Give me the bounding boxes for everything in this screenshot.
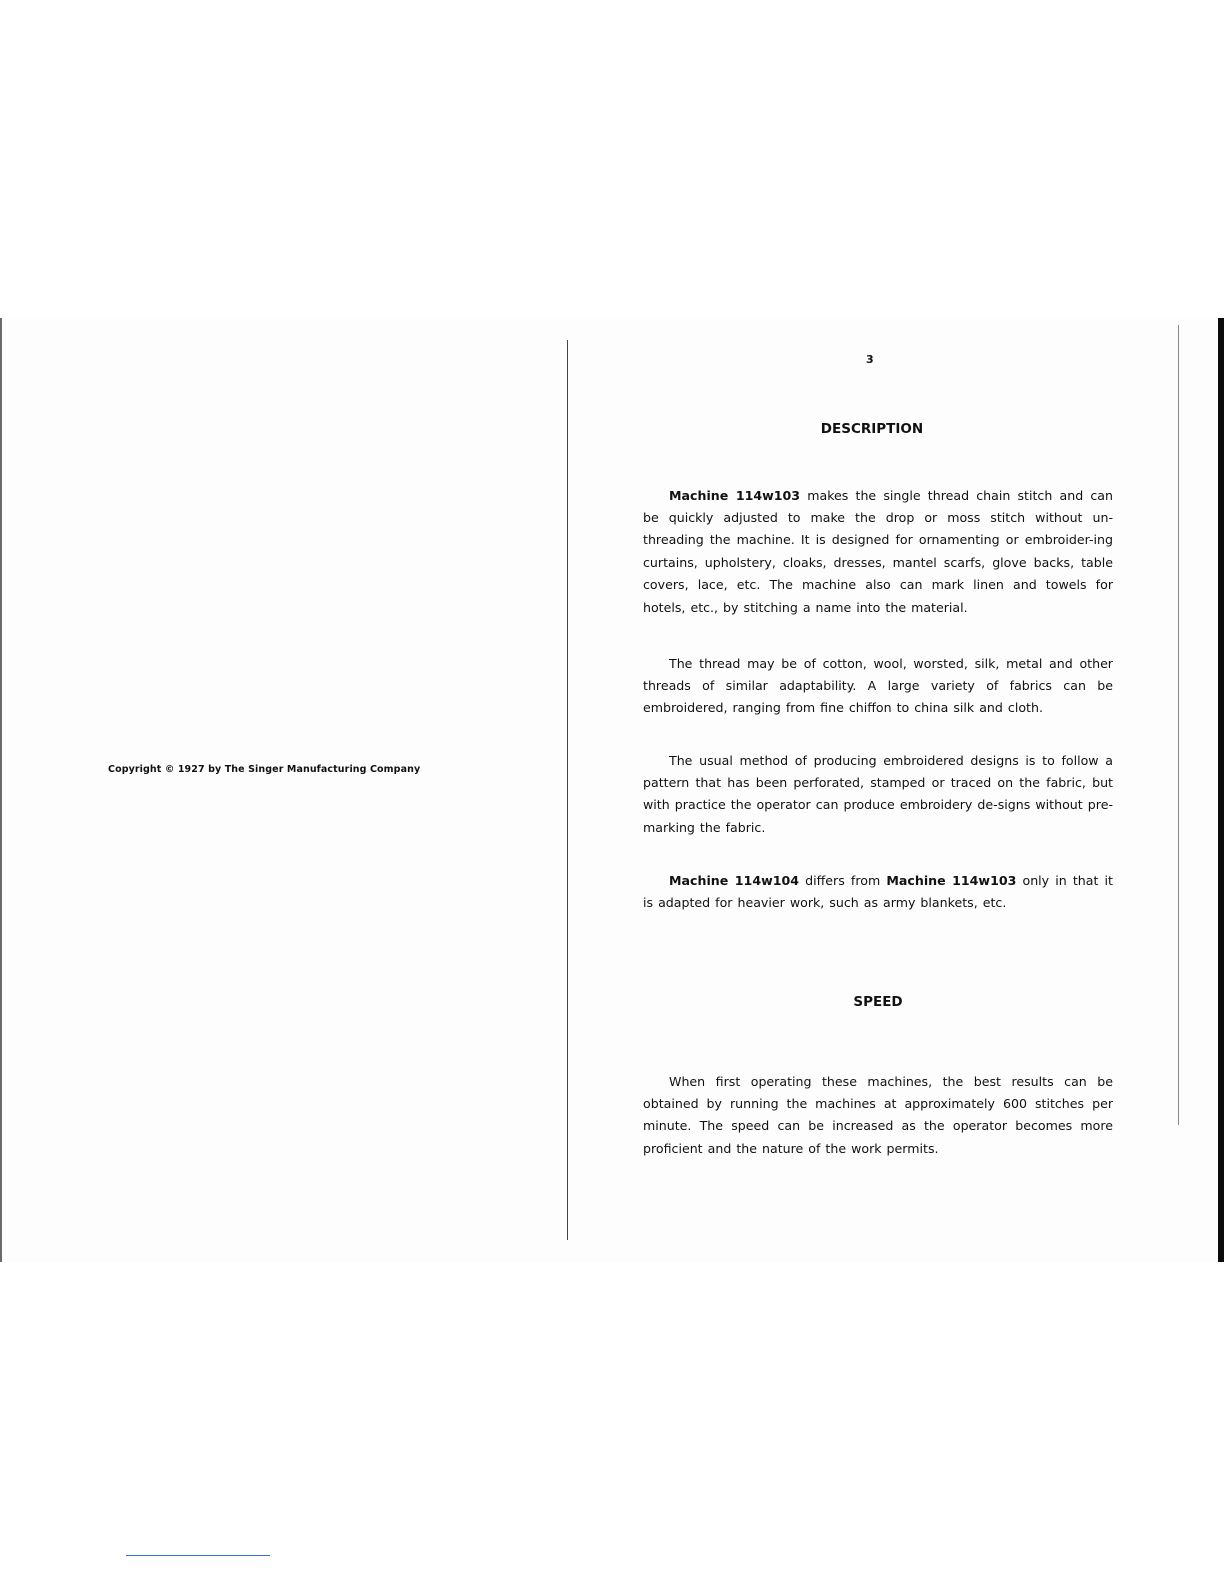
model-name: Machine 114w103 (886, 872, 1017, 888)
footer-rule (126, 1555, 270, 1556)
description-heading: DESCRIPTION (820, 421, 924, 437)
paragraph-machine-114w103 (643, 485, 1113, 619)
model-name: Machine 114w103 (669, 487, 801, 503)
copyright-notice: Copyright © 1927 by The Singer Manufacturing Company (108, 764, 421, 775)
page-edge-right (1218, 318, 1224, 1262)
paragraph-speed: When first operating these machines, the best results can be obtained by running the machines at approximately 600 stitches per minute. The speed can be increased as the operator becomes more proficient and the nature of the work permits. (643, 1073, 1113, 1156)
speed-heading: SPEED (853, 994, 903, 1010)
paragraph-thread: The thread may be of cotton, wool, worsted, silk, metal and other threads of similar adaptability. A large variety of fabrics can be embroidered, ranging from fine chiffon to china silk and cloth. (643, 655, 1113, 716)
paragraph-method: The usual method of producing embroidered designs is to follow a pattern that has been perforated, stamped or traced on the fabric, but with practice the operator can produce embroidery de-signs without pre-marking the fabric. (643, 752, 1113, 835)
scan-artifact-rule (1178, 325, 1179, 1125)
paragraph-text: makes the single thread chain stitch and can be quickly adjusted to make the drop or moss stitch without un-threading the machine. It is designed for ornamenting or embroider-ing curtains, upholstery, cloaks, dresses, mantel scarfs, glove backs, table covers, lace, etc. The machine also can mark linen and towels for hotels, etc., by stitching a name into the material. (643, 487, 1113, 615)
paragraph-machine-114w104 (643, 870, 1113, 915)
paragraph-text: differs from (799, 872, 887, 888)
page-edge-left (0, 318, 2, 1262)
paragraph-text: only in that it is adapted for heavier work, such as army blankets, etc. (643, 872, 1113, 910)
model-name: Machine 114w104 (669, 872, 800, 888)
page-number: 3 (866, 353, 874, 366)
page-gutter (567, 340, 568, 1240)
